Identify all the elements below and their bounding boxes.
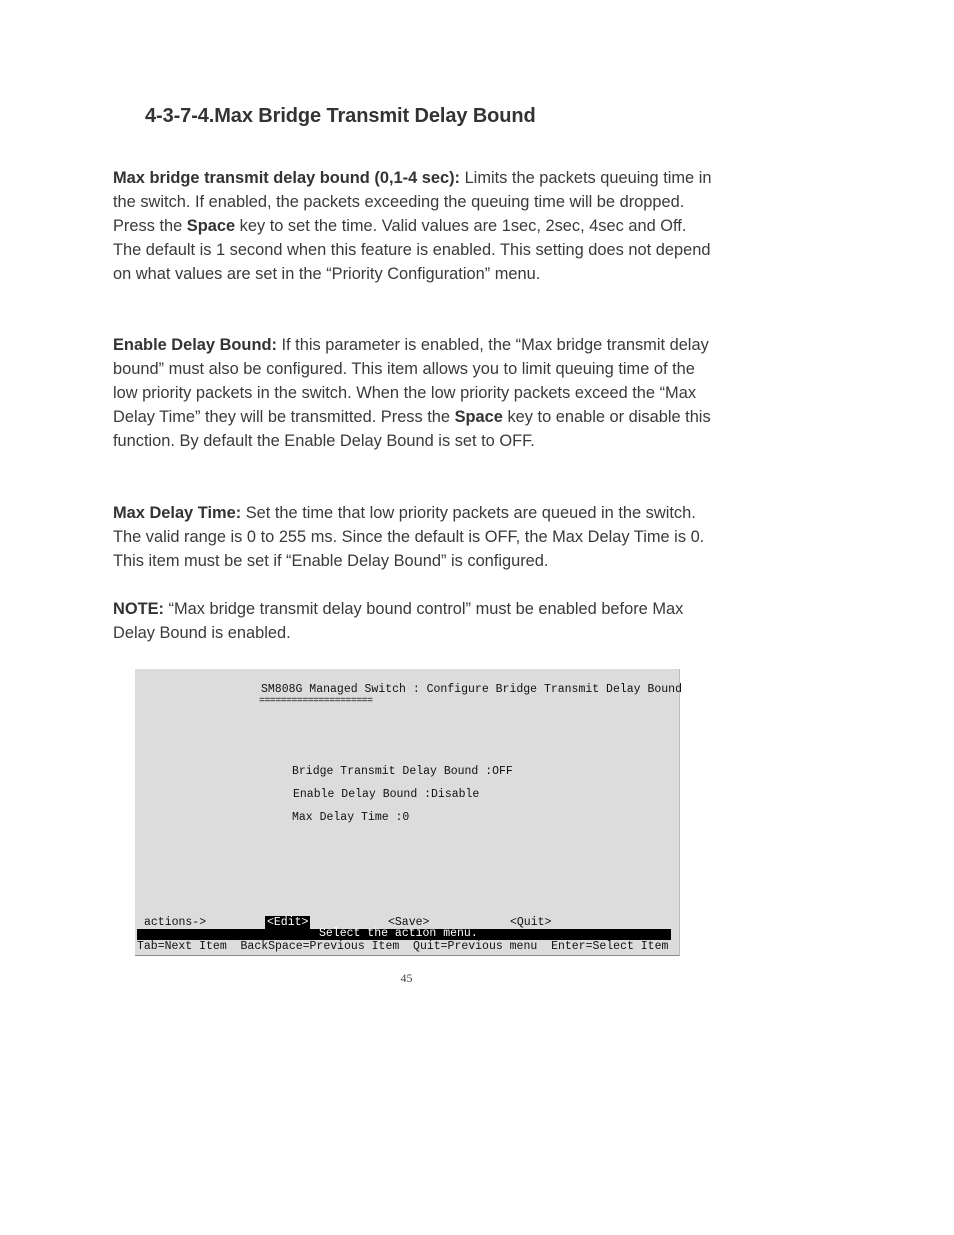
terminal-title-rule: =====================	[259, 696, 373, 707]
paragraph-text: If this parameter is enabled, the “Max bridge transmit delay bound” must also be configured. This item allows you to limit queuing time of the low priority packets in the switch. When the low priority packets exceed the “Max Delay Time” they will be transmitted. Press the	[113, 336, 709, 426]
section-heading: 4-3-7-4.Max Bridge Transmit Delay Bound	[145, 105, 536, 127]
status-message: Select the action menu.	[319, 927, 478, 940]
paragraph-enable-delay-bound	[113, 333, 713, 453]
paragraph-text: Set the time that low priority packets are queued in the switch. The valid range is 0 to 255 ms. Since the default is OFF, the Max Delay Time is 0. This item must be set if “Enable Delay Bound” is configured.	[113, 504, 705, 570]
paragraph-text: Limits the packets queuing time in the switch. If enabled, the packets exceeding the queuing time will be dropped. Press the	[113, 169, 712, 235]
term-max-bridge-delay: Max bridge transmit delay bound (0,1-4 sec):	[113, 169, 461, 187]
paragraph-text: key to set the time. Valid values are 1sec, 2sec, 4sec and Off. The default is 1 second when this feature is enabled. This setting does not depend on what values are set in the “Priority Configuration” menu.	[113, 217, 711, 283]
paragraph-text: “Max bridge transmit delay bound control” must be enabled before Max Delay Bound is enabled.	[113, 600, 684, 642]
paragraph-max-delay-time	[113, 501, 713, 573]
paragraph-text: key to enable or disable this function. By default the Enable Delay Bound is set to OFF.	[113, 408, 711, 450]
paragraph-max-bridge-delay	[113, 166, 713, 286]
field-enable-delay-bound[interactable]: Enable Delay Bound :Disable	[293, 788, 480, 801]
terminal-screenshot	[135, 669, 680, 956]
paragraph-note	[113, 597, 713, 645]
key-space: Space	[454, 408, 503, 426]
quit-action[interactable]: <Quit>	[510, 916, 552, 929]
key-help-line: Tab=Next Item BackSpace=Previous Item Quit=Previous menu Enter=Select Item	[137, 940, 669, 953]
page-number: 45	[400, 971, 413, 985]
field-max-delay-time[interactable]: Max Delay Time :0	[292, 811, 410, 824]
term-max-delay-time: Max Delay Time:	[113, 504, 242, 522]
terminal-title: SM808G Managed Switch : Configure Bridge Transmit Delay Bound	[261, 683, 682, 696]
key-space: Space	[186, 217, 236, 235]
edit-action[interactable]: <Edit>	[267, 916, 309, 929]
term-note: NOTE:	[113, 600, 164, 618]
term-enable-delay-bound: Enable Delay Bound:	[113, 336, 277, 354]
field-bridge-transmit-delay-bound[interactable]: Bridge Transmit Delay Bound :OFF	[292, 765, 513, 778]
save-action[interactable]: <Save>	[388, 916, 430, 929]
actions-label: actions->	[144, 916, 207, 929]
